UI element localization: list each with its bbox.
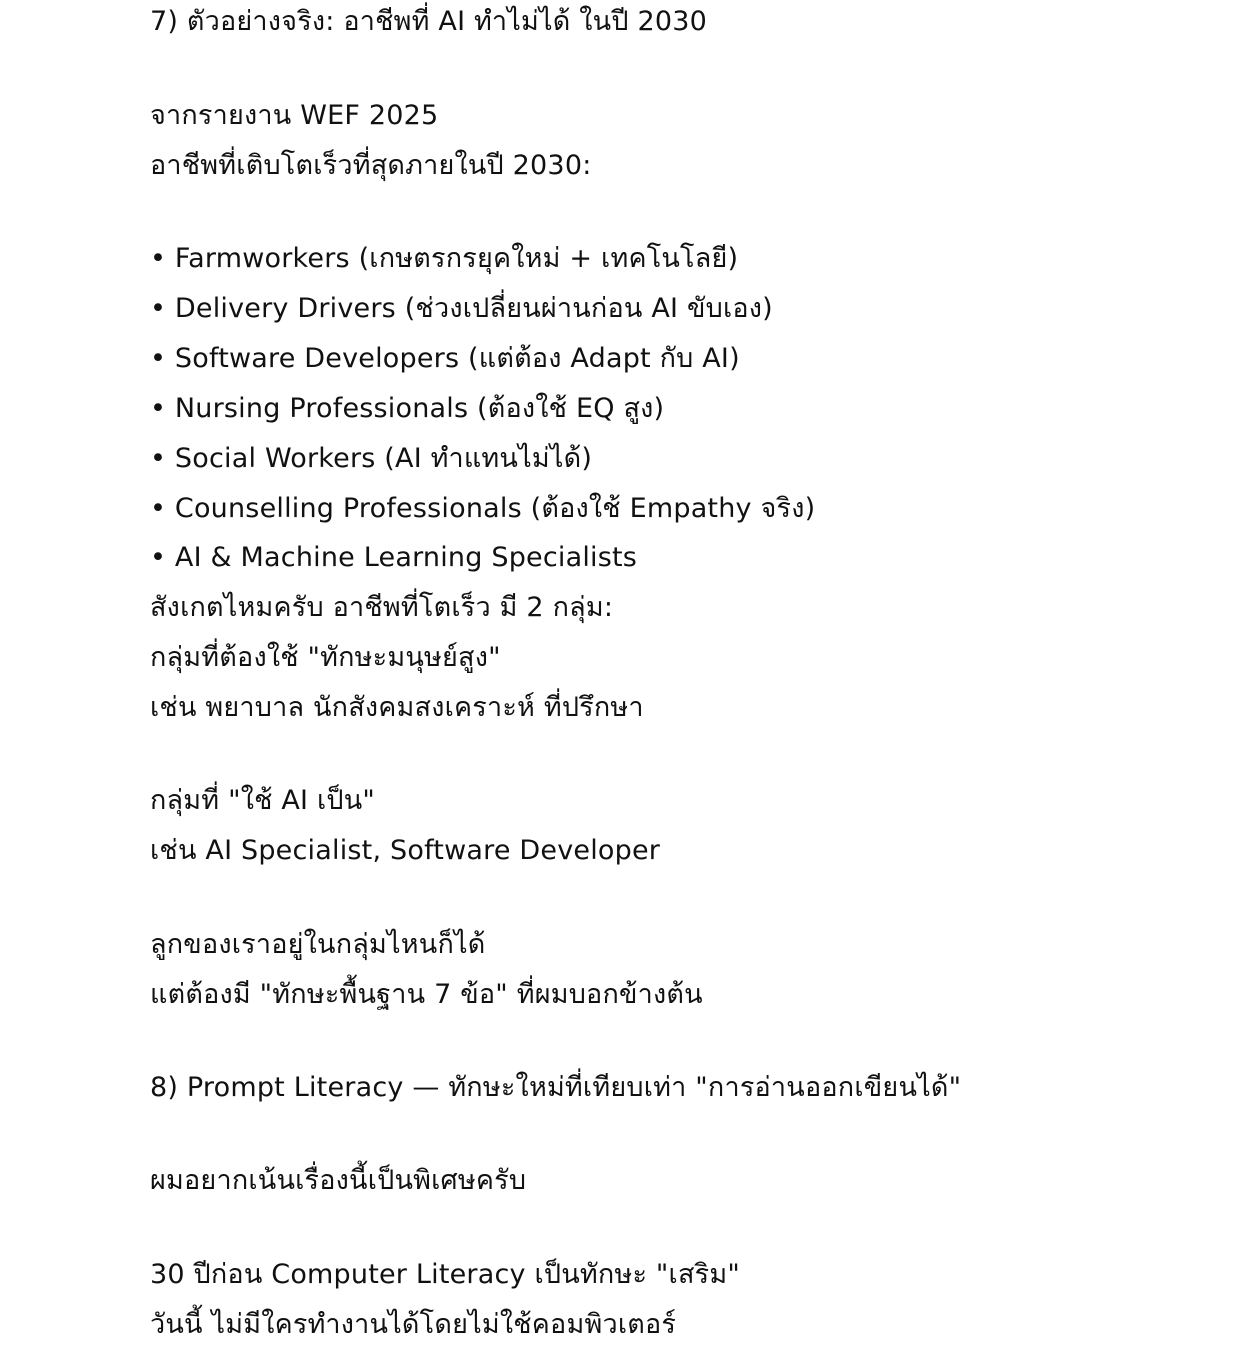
history-line: 30 ปีก่อน Computer Literacy เป็นทักษะ "เสริม"	[150, 1259, 740, 1290]
group-2-title: กลุ่มที่ "ใช้ AI เป็น"	[150, 785, 376, 816]
group-2-examples: เช่น AI Specialist, Software Developer	[150, 835, 661, 866]
today-line: วันนี้ ไม่มีใครทำงานได้โดยไม่ใช้คอมพิวเตอร์	[150, 1309, 677, 1340]
conclusion-line-1: ลูกของเราอยู่ในกลุ่มไหนก็ได้	[150, 929, 486, 960]
bullet-ai-ml-specialists: • AI & Machine Learning Specialists	[150, 542, 638, 573]
section-8-heading: 8) Prompt Literacy — ทักษะใหม่ที่เทียบเท่า "การอ่านออกเขียนได้"	[150, 1072, 962, 1103]
bullet-nursing-professionals: • Nursing Professionals (ต้องใช้ EQ สูง)	[150, 393, 665, 424]
group-1-title: กลุ่มที่ต้องใช้ "ทักษะมนุษย์สูง"	[150, 642, 501, 673]
bullet-counselling-professionals: • Counselling Professionals (ต้องใช้ Empathy จริง)	[150, 493, 816, 524]
group-1-examples: เช่น พยาบาล นักสังคมสงเคราะห์ ที่ปรึกษา	[150, 692, 644, 723]
bullet-software-developers: • Software Developers (แต่ต้อง Adapt กับ AI)	[150, 343, 740, 374]
bullet-social-workers: • Social Workers (AI ทำแทนไม่ได้)	[150, 443, 593, 474]
emphasis-line: ผมอยากเน้นเรื่องนี้เป็นพิเศษครับ	[150, 1165, 527, 1196]
intro-line: อาชีพที่เติบโตเร็วที่สุดภายในปี 2030:	[150, 150, 592, 181]
bullet-delivery-drivers: • Delivery Drivers (ช่วงเปลี่ยนผ่านก่อน AI ขับเอง)	[150, 293, 773, 324]
bullet-farmworkers: • Farmworkers (เกษตรกรยุคใหม่ + เทคโนโลยี)	[150, 243, 739, 274]
section-7-heading: 7) ตัวอย่างจริง: อาชีพที่ AI ทำไม่ได้ ในปี 2030	[150, 6, 707, 37]
source-line: จากรายงาน WEF 2025	[150, 100, 439, 131]
observation-line: สังเกตไหมครับ อาชีพที่โตเร็ว มี 2 กลุ่ม:	[150, 592, 614, 623]
conclusion-line-2: แต่ต้องมี "ทักษะพื้นฐาน 7 ข้อ" ที่ผมบอกข้างต้น	[150, 979, 703, 1010]
